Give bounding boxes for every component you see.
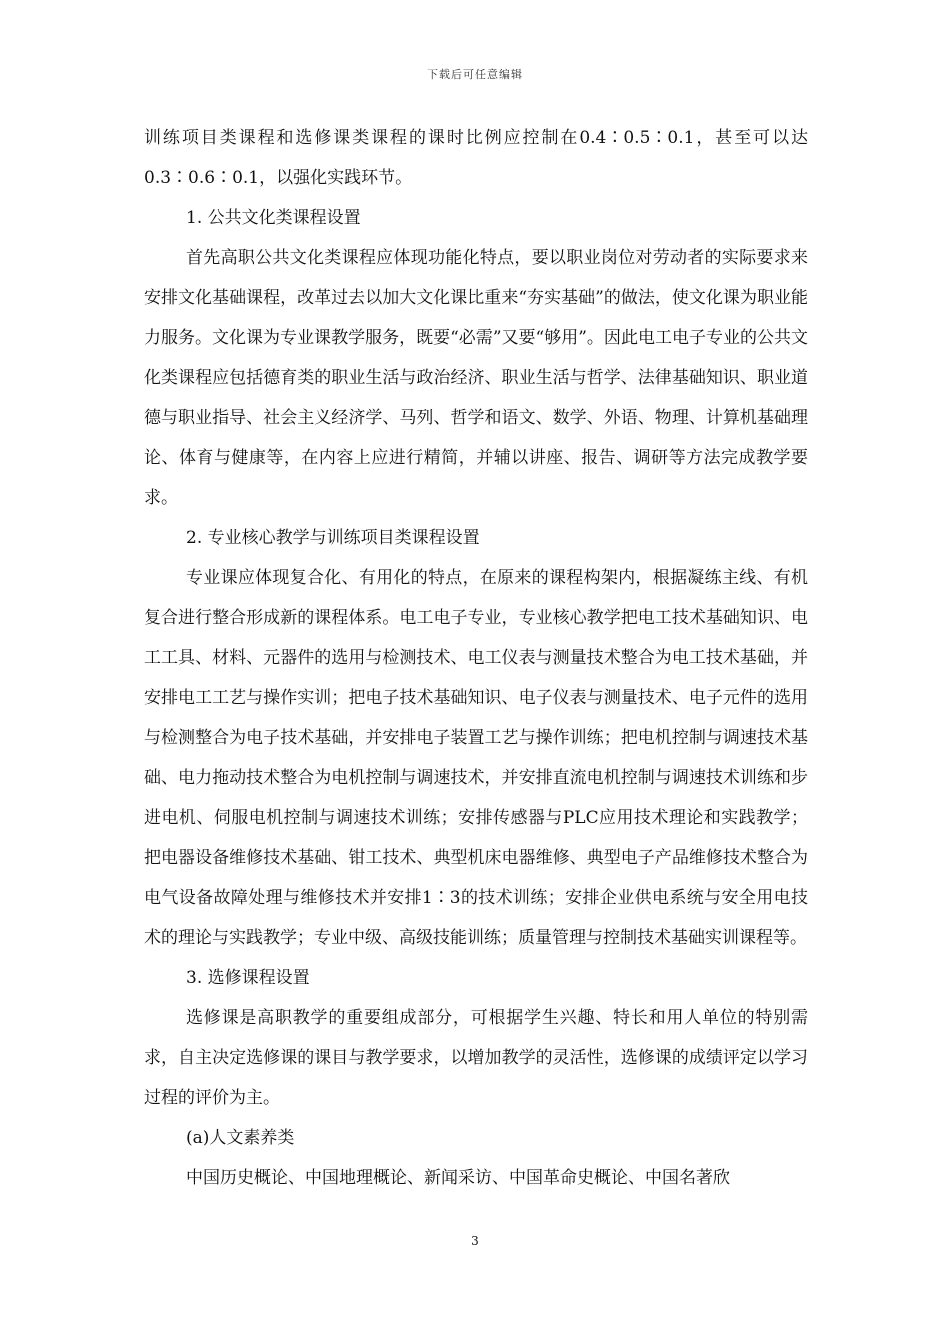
subheading-humanities: (a)人文素养类 — [186, 1128, 295, 1148]
paragraph-continuation: 训练项目类课程和选修课类课程的课时比例应控制在0.4∶0.5∶0.1，甚至可以达0.3∶0.6∶0.1，以强化实践环节。 — [144, 128, 808, 188]
section-heading-public-culture: 1. 公共文化类课程设置 — [186, 208, 361, 228]
paragraph-core-teaching: 专业课应体现复合化、有用化的特点，在原来的课程构架内，根据凝练主线、有机复合进行整合形成新的课程体系。电工电子专业，专业核心教学把电工技术基础知识、电工工具、材料、元器件的选用与检测技术、电工仪表与测量技术整合为电工技术基础，并安排电工工艺与操作实训；把电子技术基础知识、电子仪表与测量技术、电子元件的选用与检测整合为电子技术基础，并安排电子装置工艺与操作训练；把电机控制与调速技术基础、电力拖动技术整合为电机控制与调速技术，并安排直流电机控制与调速技术训练和步进电机、伺服电机控制与调速技术训练；安排传感器与PLC应用技术理论和实践教学；把电器设备维修技术基础、钳工技术、典型机床电器维修、典型电子产品维修技术整合为电气设备故障处理与维修技术并安排1∶3的技术训练；安排企业供电系统与安全用电技术的理论与实践教学；专业中级、高级技能训练；质量管理与控制技术基础实训课程等。 — [144, 568, 808, 948]
document-body — [144, 118, 808, 1198]
section-heading-core-teaching: 2. 专业核心教学与训练项目类课程设置 — [186, 528, 480, 548]
page-number: 3 — [471, 1234, 479, 1248]
page-header: 下载后可任意编辑 — [427, 68, 523, 81]
paragraph-humanities: 中国历史概论、中国地理概论、新闻采访、中国革命史概论、中国名著欣 — [186, 1168, 730, 1188]
paragraph-electives: 选修课是高职教学的重要组成部分，可根据学生兴趣、特长和用人单位的特别需求，自主决定选修课的课目与教学要求，以增加教学的灵活性，选修课的成绩评定以学习过程的评价为主。 — [144, 1008, 808, 1108]
paragraph-public-culture: 首先高职公共文化类课程应体现功能化特点，要以职业岗位对劳动者的实际要求来安排文化基础课程，改革过去以加大文化课比重来“夯实基础”的做法，使文化课为职业能力服务。文化课为专业课教学服务，既要“必需”又要“够用”。因此电工电子专业的公共文化类课程应包括德育类的职业生活与政治经济、职业生活与哲学、法律基础知识、职业道德与职业指导、社会主义经济学、马列、哲学和语文、数学、外语、物理、计算机基础理论、体育与健康等，在内容上应进行精简，并辅以讲座、报告、调研等方法完成教学要求。 — [144, 248, 808, 508]
section-heading-electives: 3. 选修课程设置 — [186, 968, 310, 988]
